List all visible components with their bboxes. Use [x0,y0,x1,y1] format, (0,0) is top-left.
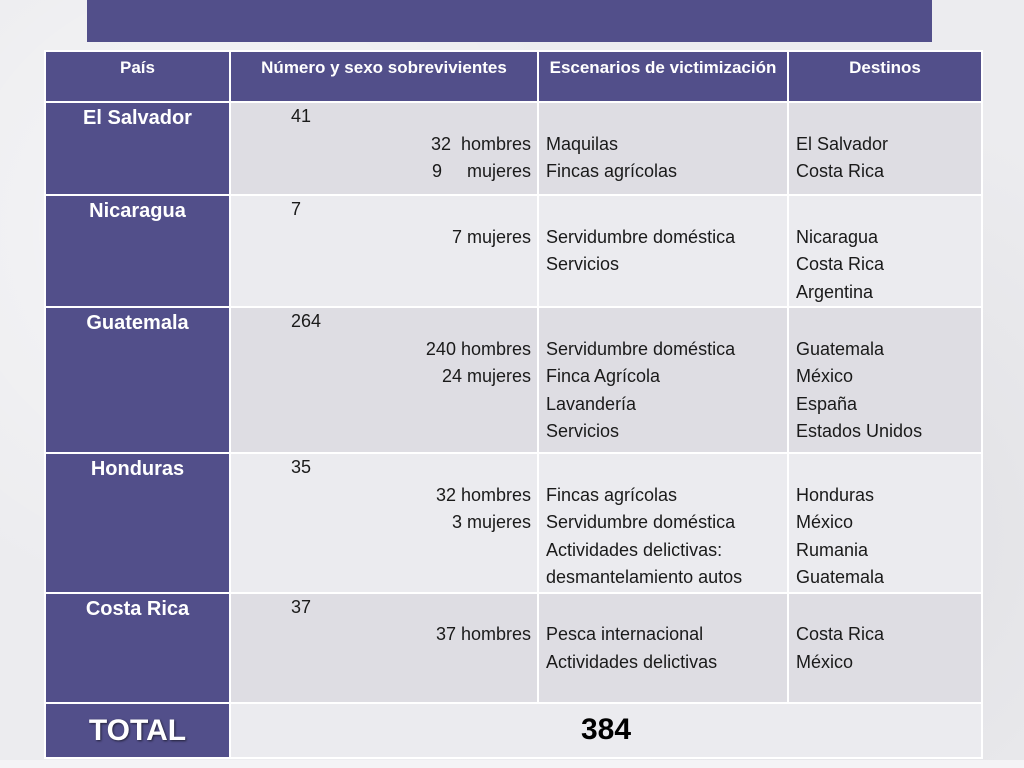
destination-item: Rumania [796,539,869,560]
scenario-item: Servidumbre doméstica [546,226,736,247]
survivors-breakdown: 3 mujeres [451,512,531,532]
scenarios-cell [538,195,788,307]
scenario-item: Lavandería [546,393,637,414]
destination-item: Costa Rica [796,624,885,644]
survivors-breakdown: 240 hombres [425,338,531,359]
survivors-breakdown: 37 hombres [435,624,531,644]
table-row [45,102,982,195]
table-row [45,307,982,453]
spacer [546,308,787,336]
scenario-item: Actividades delictivas [546,651,718,672]
scenario-item: Fincas agrícolas [546,484,678,505]
scenario-item: Finca Agrícola [546,366,661,386]
survivors-cell [230,195,538,307]
destinations-cell [788,102,982,195]
scenario-item: Servicios [546,254,620,274]
destination-item: Honduras [796,484,875,505]
scenario-item: Servicios [546,421,620,441]
table-row [45,593,982,703]
destination-item: México [796,512,854,532]
scenarios-cell [538,307,788,453]
spacer [546,103,787,131]
spacer [796,308,981,336]
country-cell: Guatemala [45,307,230,453]
scenarios-cell [538,102,788,195]
survivors-total: 35 [291,457,312,477]
destination-item: Guatemala [796,338,885,359]
total-value: 384 [230,703,982,758]
destinations-cell [788,593,982,703]
survivors-total: 37 [291,596,312,617]
spacer [546,594,787,622]
spacer [796,454,981,482]
header-scenarios: Escenarios de victimización [538,51,788,102]
scenario-item: Pesca internacional [546,624,704,644]
spacer [796,594,981,622]
scenario-item: Fincas agrícolas [546,161,678,181]
destination-item: Guatemala [796,567,885,587]
destinations-cell [788,307,982,453]
scenarios-cell [538,593,788,703]
destination-item: Nicaragua [796,226,879,247]
scenario-item: desmantelamiento autos [546,567,743,587]
country-cell: El Salvador [45,102,230,195]
country-cell: Honduras [45,453,230,593]
survivors-cell [230,102,538,195]
country-cell: Nicaragua [45,195,230,307]
destination-item: Costa Rica [796,161,885,181]
survivors-breakdown: 9 mujeres [431,161,531,181]
destination-item: Argentina [796,281,874,302]
survivors-breakdown: 24 mujeres [441,366,531,386]
country-cell: Costa Rica [45,593,230,703]
scenario-item: Maquilas [546,133,619,154]
survivors-cell [230,307,538,453]
survivors-total: 264 [291,311,322,331]
title-bar [87,0,932,42]
survivors-cell [230,453,538,593]
destination-item: Costa Rica [796,254,885,274]
scenario-item: Actividades delictivas: [546,539,723,560]
total-row [45,703,982,758]
scenario-item: Servidumbre doméstica [546,338,736,359]
destinations-cell [788,195,982,307]
destination-item: Estados Unidos [796,421,923,441]
destination-item: España [796,393,858,414]
survivors-table [44,50,983,759]
spacer [546,196,787,224]
scenarios-cell [538,453,788,593]
table-row [45,453,982,593]
survivors-breakdown: 7 mujeres [451,226,531,247]
total-label: TOTAL [45,703,230,758]
spacer [546,454,787,482]
bottom-bar [0,760,1024,768]
header-destinations: Destinos [788,51,982,102]
header-survivors: Número y sexo sobrevivientes [230,51,538,102]
survivors-breakdown: 32 hombres [430,133,531,154]
spacer [796,196,981,224]
header-country: País [45,51,230,102]
survivors-total: 41 [291,106,312,126]
survivors-cell [230,593,538,703]
destination-item: México [796,651,854,672]
survivors-total: 7 [291,199,302,219]
destinations-cell [788,453,982,593]
destination-item: México [796,366,854,386]
spacer [796,103,981,131]
survivors-breakdown: 32 hombres [435,484,531,505]
destination-item: El Salvador [796,133,889,154]
table-row [45,195,982,307]
scenario-item: Servidumbre doméstica [546,512,736,532]
table-header-row [45,51,982,102]
